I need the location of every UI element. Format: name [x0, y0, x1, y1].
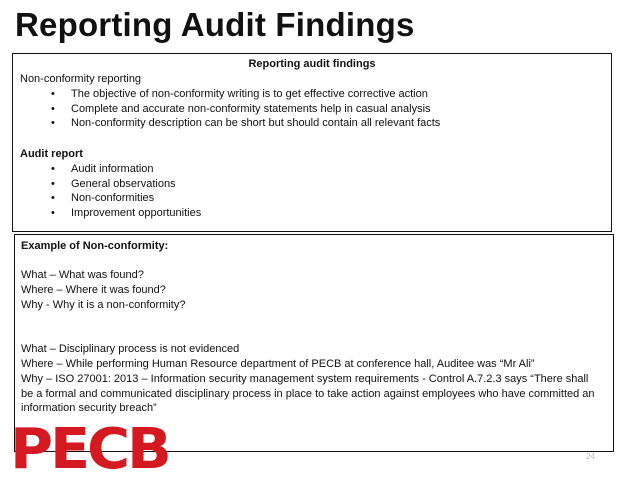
list-item: • Non-conformities [51, 191, 201, 206]
list-item: • Non-conformity description can be short but should contain all relevant facts [51, 116, 440, 131]
nonconformity-reporting-list [51, 87, 440, 131]
slide-title: Reporting Audit Findings [15, 6, 415, 43]
page-number: 24 [586, 452, 595, 461]
question-what: What – What was found? [21, 269, 144, 281]
nonconformity-reporting-label: Non-conformity reporting [20, 73, 142, 85]
audit-report-list [51, 162, 201, 220]
answer-what: What – Disciplinary process is not evidenced [21, 343, 240, 355]
audit-report-label: Audit report [20, 148, 83, 160]
list-item: • The objective of non-conformity writing is to get effective corrective action [51, 87, 440, 102]
question-where: Where – Where it was found? [21, 284, 166, 296]
answer-why: Why – ISO 27001: 2013 – Information security management system requirements - Control A.7.2.3 says “There shall be a formal and communicated disciplinary process in place to take action against employees who have committed an information security breach” [21, 373, 595, 414]
list-item: • Improvement opportunities [51, 206, 201, 221]
example-heading: Example of Non-conformity: [21, 240, 169, 252]
answer-where: Where – While performing Human Resource department of PECB at conference hall, Auditee was “Mr Ali” [21, 358, 535, 370]
list-item: • Complete and accurate non-conformity statements help in casual analysis [51, 102, 440, 117]
list-item: • General observations [51, 177, 201, 192]
reporting-heading: Reporting audit findings [248, 58, 376, 70]
pecb-logo: PECB [10, 417, 169, 482]
list-item: • Audit information [51, 162, 201, 177]
question-why: Why - Why it is a non-conformity? [21, 299, 186, 311]
reporting-box [12, 53, 612, 232]
